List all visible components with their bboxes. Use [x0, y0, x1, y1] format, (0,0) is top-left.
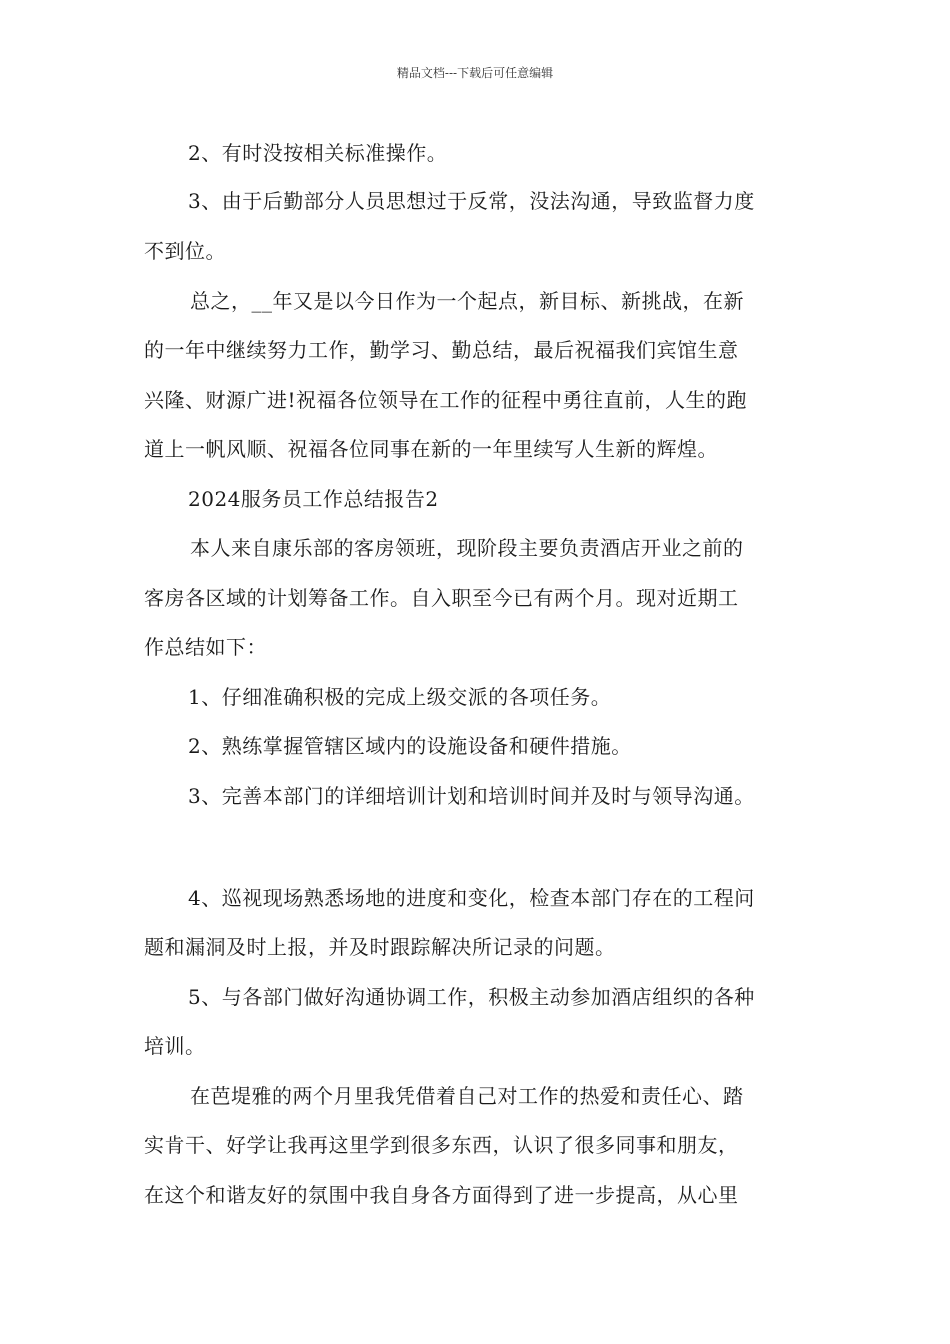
- paragraph-line: 不到位。: [144, 239, 226, 263]
- list-item: 1、仔细准确积极的完成上级交派的各项任务。: [188, 685, 612, 709]
- paragraph-line: 总之，__年又是以今日作为一个起点，新目标、新挑战，在新: [190, 289, 744, 313]
- paragraph-line: 2、有时没按相关标准操作。: [188, 141, 448, 165]
- paragraph-line: 道上一帆风顺、祝福各位同事在新的一年里续写人生新的辉煌。: [144, 437, 718, 461]
- paragraph-line: 作总结如下：: [144, 635, 267, 659]
- list-item: 培训。: [144, 1034, 206, 1058]
- paragraph-line: 在这个和谐友好的氛围中我自身各方面得到了进一步提高，从心里: [144, 1183, 739, 1207]
- list-item: 5、与各部门做好沟通协调工作，积极主动参加酒店组织的各种: [188, 985, 755, 1009]
- paragraph-line: 兴隆、财源广进!祝福各位领导在工作的征程中勇往直前，人生的跑: [144, 388, 748, 412]
- paragraph-line: 客房各区域的计划筹备工作。自入职至今已有两个月。现对近期工: [144, 586, 739, 610]
- list-item: 题和漏洞及时上报，并及时跟踪解决所记录的问题。: [144, 935, 616, 959]
- list-item: 2、熟练掌握管辖区域内的设施设备和硬件措施。: [188, 734, 632, 758]
- page-header: 精品文档---下载后可任意编辑: [396, 66, 554, 80]
- section-heading: 2024服务员工作总结报告2: [188, 487, 439, 511]
- list-item: 3、完善本部门的详细培训计划和培训时间并及时与领导沟通。: [188, 784, 755, 808]
- paragraph-line: 的一年中继续努力工作，勤学习、勤总结，最后祝福我们宾馆生意: [144, 338, 739, 362]
- paragraph-line: 在芭堤雅的两个月里我凭借着自己对工作的热爱和责任心、踏: [190, 1084, 744, 1108]
- paragraph-line: 本人来自康乐部的客房领班，现阶段主要负责酒店开业之前的: [190, 536, 744, 560]
- paragraph-line: 3、由于后勤部分人员思想过于反常，没法沟通，导致监督力度: [188, 189, 755, 213]
- paragraph-line: 实肯干、好学让我再这里学到很多东西，认识了很多同事和朋友，: [144, 1133, 739, 1157]
- list-item: 4、巡视现场熟悉场地的进度和变化，检查本部门存在的工程问: [188, 886, 755, 910]
